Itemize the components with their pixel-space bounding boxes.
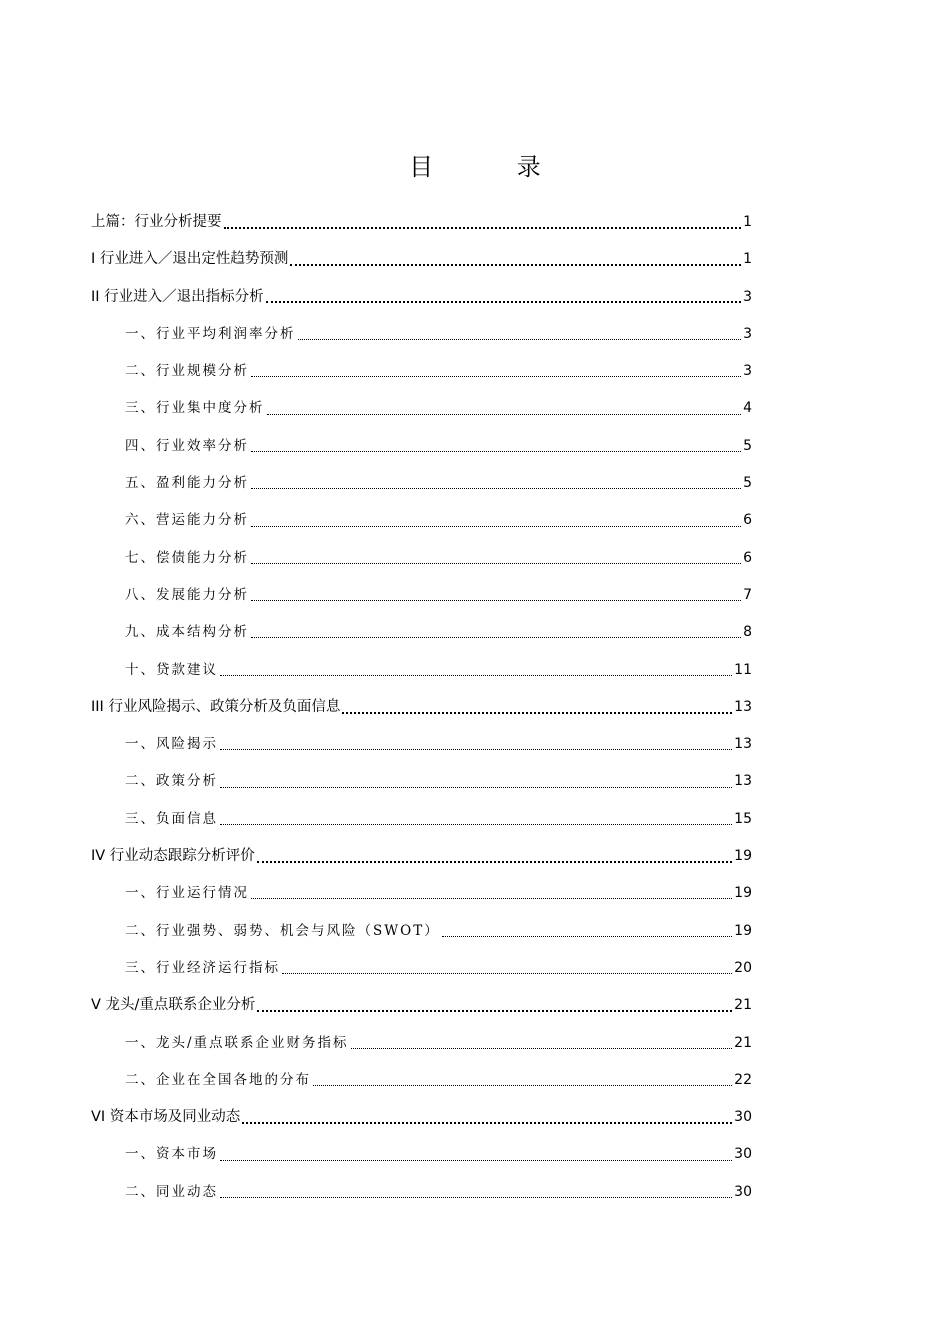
toc-page-number: 13 [734, 736, 752, 753]
toc-dot-leader [267, 414, 742, 415]
toc-dot-leader [282, 973, 732, 974]
toc-page-number: 21 [734, 997, 752, 1014]
toc-entry-title: 二、同业动态 [125, 1183, 218, 1200]
toc-dot-leader [242, 1122, 732, 1124]
toc-page-number: 13 [734, 773, 752, 790]
toc-subsection-entry[interactable] [91, 1062, 752, 1099]
toc-dot-leader [220, 1160, 732, 1161]
toc-page-number: 8 [743, 624, 752, 641]
toc-page-number: 3 [743, 288, 752, 305]
toc-page-number: 5 [743, 475, 752, 492]
toc-subsection-entry[interactable] [91, 913, 752, 950]
toc-subsection-entry[interactable] [91, 428, 752, 465]
toc-dot-leader [251, 563, 741, 564]
toc-page-number: 7 [743, 586, 752, 603]
toc-section-entry[interactable] [91, 838, 752, 875]
toc-section-entry[interactable] [91, 987, 752, 1024]
toc-entry-title: II 行业进入／退出指标分析 [91, 288, 264, 305]
toc-section-entry[interactable] [91, 204, 752, 241]
toc-dot-leader [290, 264, 741, 266]
toc-entry-title: 十、贷款建议 [125, 661, 218, 678]
toc-entry-title: 一、风险揭示 [125, 736, 218, 753]
toc-entry-title: 四、行业效率分析 [125, 437, 249, 454]
toc-page-number: 15 [734, 810, 752, 827]
toc-dot-leader [257, 861, 732, 863]
toc-entry-title: 二、行业规模分析 [125, 363, 249, 380]
toc-entry-title: I 行业进入／退出定性趋势预测 [91, 251, 289, 268]
toc-page-number: 3 [743, 325, 752, 342]
toc-subsection-entry[interactable] [91, 502, 752, 539]
toc-entry-title: 二、政策分析 [125, 773, 218, 790]
toc-page-number: 6 [743, 512, 752, 529]
toc-section-entry[interactable] [91, 241, 752, 278]
toc-entry-title: 三、行业集中度分析 [125, 400, 265, 417]
toc-subsection-entry[interactable] [91, 652, 752, 689]
toc-subsection-entry[interactable] [91, 353, 752, 390]
toc-dot-leader [266, 301, 741, 303]
toc-entry-title: 九、成本结构分析 [125, 624, 249, 641]
toc-entry-title: 一、行业运行情况 [125, 885, 249, 902]
toc-dot-leader [251, 488, 741, 489]
toc-page-number: 30 [734, 1109, 752, 1126]
toc-entry-title: 三、负面信息 [125, 810, 218, 827]
toc-entry-title: 三、行业经济运行指标 [125, 959, 280, 976]
toc-dot-leader [251, 600, 741, 601]
toc-page-number: 4 [743, 400, 752, 417]
toc-dot-leader [220, 675, 732, 676]
toc-entry-title: VI 资本市场及同业动态 [91, 1109, 241, 1126]
toc-dot-leader [220, 1197, 732, 1198]
toc-dot-leader [298, 339, 742, 340]
toc-subsection-entry[interactable] [91, 390, 752, 427]
toc-dot-leader [251, 526, 741, 527]
toc-dot-leader [351, 1048, 733, 1049]
toc-subsection-entry[interactable] [91, 763, 752, 800]
toc-entry-title: III 行业风险揭示、政策分析及负面信息 [91, 698, 341, 715]
toc-dot-leader [251, 898, 732, 899]
toc-entry-title: 七、偿债能力分析 [125, 549, 249, 566]
toc-page-number: 22 [734, 1071, 752, 1088]
toc-subsection-entry[interactable] [91, 577, 752, 614]
toc-entry-title: 八、发展能力分析 [125, 586, 249, 603]
toc-subsection-entry[interactable] [91, 801, 752, 838]
toc-section-entry[interactable] [91, 279, 752, 316]
toc-dot-leader [442, 936, 732, 937]
toc-section-entry[interactable] [91, 1099, 752, 1136]
toc-subsection-entry[interactable] [91, 614, 752, 651]
toc-page-number: 6 [743, 549, 752, 566]
toc-page-number: 19 [734, 885, 752, 902]
toc-entry-title: 一、行业平均利润率分析 [125, 325, 296, 342]
toc-entry-title: 二、企业在全国各地的分布 [125, 1071, 311, 1088]
toc-dot-leader [251, 637, 741, 638]
toc-subsection-entry[interactable] [91, 875, 752, 912]
toc-dot-leader [313, 1085, 732, 1086]
toc-subsection-entry[interactable] [91, 726, 752, 763]
toc-dot-leader [220, 749, 732, 750]
toc-dot-leader [220, 824, 732, 825]
toc-entry-title: 二、行业强势、弱势、机会与风险（SWOT） [125, 922, 440, 939]
toc-entry-title: 一、龙头/重点联系企业财务指标 [125, 1034, 349, 1051]
toc-entry-title: 五、盈利能力分析 [125, 475, 249, 492]
page-title: 目 录 [409, 153, 579, 181]
toc-entry-title: 六、营运能力分析 [125, 512, 249, 529]
toc-subsection-entry[interactable] [91, 316, 752, 353]
toc-dot-leader [224, 227, 742, 229]
toc-page-number: 19 [734, 848, 752, 865]
toc-page-number: 21 [734, 1034, 752, 1051]
toc-page-number: 19 [734, 922, 752, 939]
toc-dot-leader [342, 712, 732, 714]
toc-entry-title: 上篇：行业分析提要 [91, 214, 222, 230]
toc-entry-title: IV 行业动态跟踪分析评价 [91, 848, 255, 865]
toc-subsection-entry[interactable] [91, 1136, 752, 1173]
toc-subsection-entry[interactable] [91, 540, 752, 577]
toc-dot-leader [251, 376, 741, 377]
toc-page-number: 13 [734, 698, 752, 715]
toc-dot-leader [220, 787, 732, 788]
toc-page-number: 30 [734, 1183, 752, 1200]
table-of-contents [91, 204, 752, 1211]
toc-page-number: 1 [743, 251, 752, 268]
toc-dot-leader [251, 451, 741, 452]
toc-entry-title: V 龙头/重点联系企业分析 [91, 997, 256, 1014]
toc-page-number: 30 [734, 1146, 752, 1163]
toc-page-number: 11 [734, 661, 752, 678]
toc-page-number: 1 [743, 214, 752, 230]
toc-section-entry[interactable] [91, 689, 752, 726]
toc-subsection-entry[interactable] [91, 1174, 752, 1211]
toc-subsection-entry[interactable] [91, 1025, 752, 1062]
toc-page-number: 3 [743, 363, 752, 380]
toc-subsection-entry[interactable] [91, 465, 752, 502]
toc-entry-title: 一、资本市场 [125, 1146, 218, 1163]
toc-page-number: 20 [734, 959, 752, 976]
toc-dot-leader [257, 1010, 732, 1012]
toc-subsection-entry[interactable] [91, 950, 752, 987]
toc-page-number: 5 [743, 437, 752, 454]
